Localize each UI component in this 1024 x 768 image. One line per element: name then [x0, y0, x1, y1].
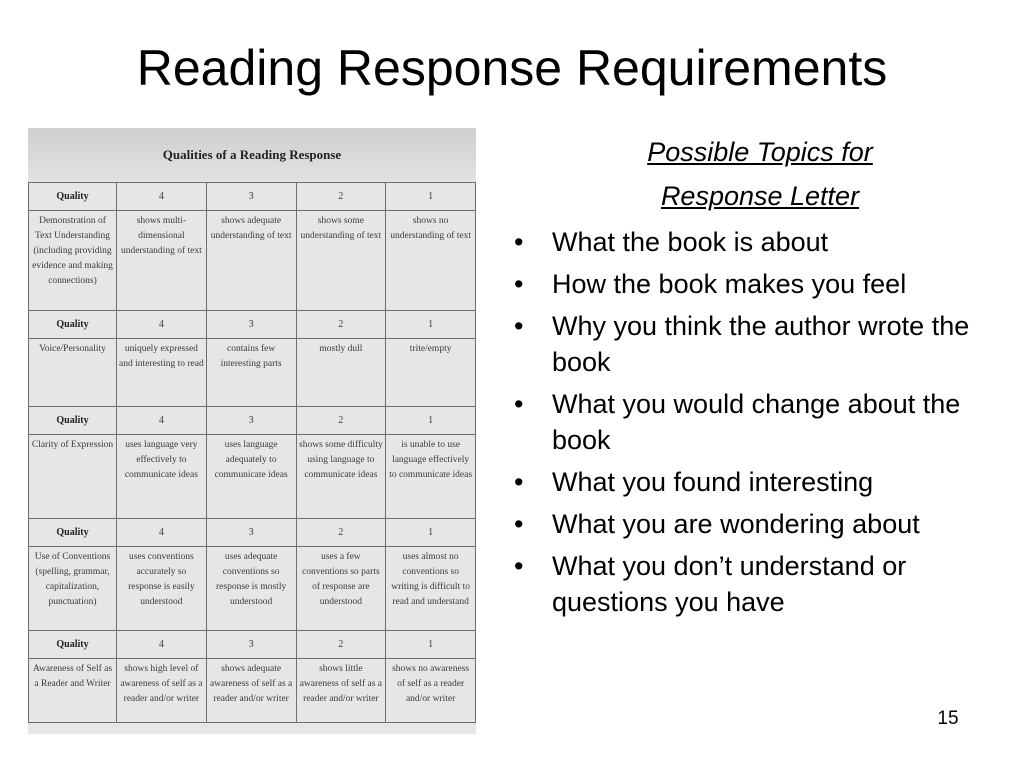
rubric-criterion-row	[29, 547, 476, 631]
rubric-score-header: 1	[386, 407, 476, 435]
rubric-cell: shows adequate understanding of text	[206, 211, 296, 311]
topic-text: What you don’t understand or questions you have	[552, 551, 907, 617]
rubric-score-header: 4	[117, 407, 207, 435]
rubric-score-header: 3	[206, 631, 296, 659]
rubric-title: Qualities of a Reading Response	[28, 128, 476, 182]
rubric-image	[28, 128, 476, 734]
rubric-cell: uses language very effectively to communicate ideas	[117, 435, 207, 519]
topic-text: What the book is about	[552, 227, 829, 257]
bullet-icon: •	[514, 311, 524, 341]
rubric-score-header: 4	[117, 183, 207, 211]
bullet-icon: •	[514, 389, 524, 419]
topic-text: How the book makes you feel	[552, 269, 907, 299]
rubric-cell: trite/empty	[386, 339, 476, 407]
rubric-score-header: 1	[386, 183, 476, 211]
topic-text: What you are wondering about	[552, 509, 920, 539]
rubric-score-header: 4	[117, 631, 207, 659]
rubric-criterion: Demonstration of Text Understanding (including providing evidence and making connections)	[29, 211, 117, 311]
rubric-cell: uniquely expressed and interesting to read	[117, 339, 207, 407]
topics-heading-line2: Response Letter	[660, 181, 860, 211]
rubric-quality-label: Quality	[29, 183, 117, 211]
page-number: 15	[937, 708, 959, 729]
rubric-quality-label: Quality	[29, 407, 117, 435]
rubric-cell: shows high level of awareness of self as a reader and/or writer	[117, 659, 207, 723]
rubric-cell: shows some understanding of text	[296, 211, 386, 311]
rubric-criterion-row	[29, 211, 476, 311]
topic-item	[502, 464, 1018, 500]
rubric-quality-label: Quality	[29, 519, 117, 547]
slide-title: Reading Response Requirements	[136, 40, 888, 96]
bullet-icon: •	[514, 269, 524, 299]
rubric-score-header: 3	[206, 183, 296, 211]
rubric-cell: shows adequate awareness of self as a reader and/or writer	[206, 659, 296, 723]
rubric-header-row	[29, 519, 476, 547]
rubric-score-header: 2	[296, 407, 386, 435]
topic-item	[502, 224, 1018, 260]
topics-panel	[502, 130, 1018, 620]
topic-text: What you would change about the book	[552, 389, 961, 455]
rubric-cell: uses language adequately to communicate ideas	[206, 435, 296, 519]
rubric-score-header: 4	[117, 519, 207, 547]
topic-item	[502, 506, 1018, 542]
rubric-header-row	[29, 183, 476, 211]
rubric-cell: contains few interesting parts	[206, 339, 296, 407]
rubric-criterion: Clarity of Expression	[29, 435, 117, 519]
rubric-score-header: 3	[206, 407, 296, 435]
rubric-header-row	[29, 311, 476, 339]
rubric-score-header: 2	[296, 631, 386, 659]
rubric-criterion-row	[29, 339, 476, 407]
rubric-cell: shows little awareness of self as a reader and/or writer	[296, 659, 386, 723]
topic-item	[502, 308, 1018, 380]
rubric-criterion-row	[29, 659, 476, 723]
bullet-icon: •	[514, 467, 524, 497]
rubric-cell: uses almost no conventions so writing is difficult to read and understand	[386, 547, 476, 631]
rubric-cell: shows some difficulty using language to communicate ideas	[296, 435, 386, 519]
rubric-cell: uses conventions accurately so response is easily understood	[117, 547, 207, 631]
rubric-score-header: 1	[386, 519, 476, 547]
topic-text: What you found interesting	[552, 467, 874, 497]
rubric-cell: mostly dull	[296, 339, 386, 407]
rubric-score-header: 2	[296, 183, 386, 211]
rubric-criterion: Awareness of Self as a Reader and Writer	[29, 659, 117, 723]
rubric-criterion-row	[29, 435, 476, 519]
rubric-score-header: 4	[117, 311, 207, 339]
rubric-cell: uses a few conventions so parts of response are understood	[296, 547, 386, 631]
rubric-table	[28, 182, 476, 723]
topics-heading-line1: Possible Topics for	[647, 137, 873, 167]
rubric-cell: uses adequate conventions so response is mostly understood	[206, 547, 296, 631]
rubric-header-row	[29, 407, 476, 435]
rubric-score-header: 2	[296, 311, 386, 339]
rubric-score-header: 3	[206, 311, 296, 339]
rubric-score-header: 1	[386, 311, 476, 339]
bullet-icon: •	[514, 551, 524, 581]
rubric-quality-label: Quality	[29, 631, 117, 659]
rubric-score-header: 1	[386, 631, 476, 659]
topic-item	[502, 266, 1018, 302]
topics-list	[502, 224, 1018, 620]
rubric-quality-label: Quality	[29, 311, 117, 339]
topic-item	[502, 548, 1018, 620]
rubric-criterion: Voice/Personality	[29, 339, 117, 407]
rubric-criterion: Use of Conventions (spelling, grammar, capitalization, punctuation)	[29, 547, 117, 631]
rubric-score-header: 3	[206, 519, 296, 547]
rubric-score-header: 2	[296, 519, 386, 547]
bullet-icon: •	[514, 509, 524, 539]
topic-text: Why you think the author wrote the book	[552, 311, 970, 377]
rubric-cell: shows multi-dimensional understanding of text	[117, 211, 207, 311]
bullet-icon: •	[514, 227, 524, 257]
rubric-cell: is unable to use language effectively to communicate ideas	[386, 435, 476, 519]
topic-item	[502, 386, 1018, 458]
rubric-cell: shows no understanding of text	[386, 211, 476, 311]
rubric-header-row	[29, 631, 476, 659]
rubric-cell: shows no awareness of self as a reader and/or writer	[386, 659, 476, 723]
